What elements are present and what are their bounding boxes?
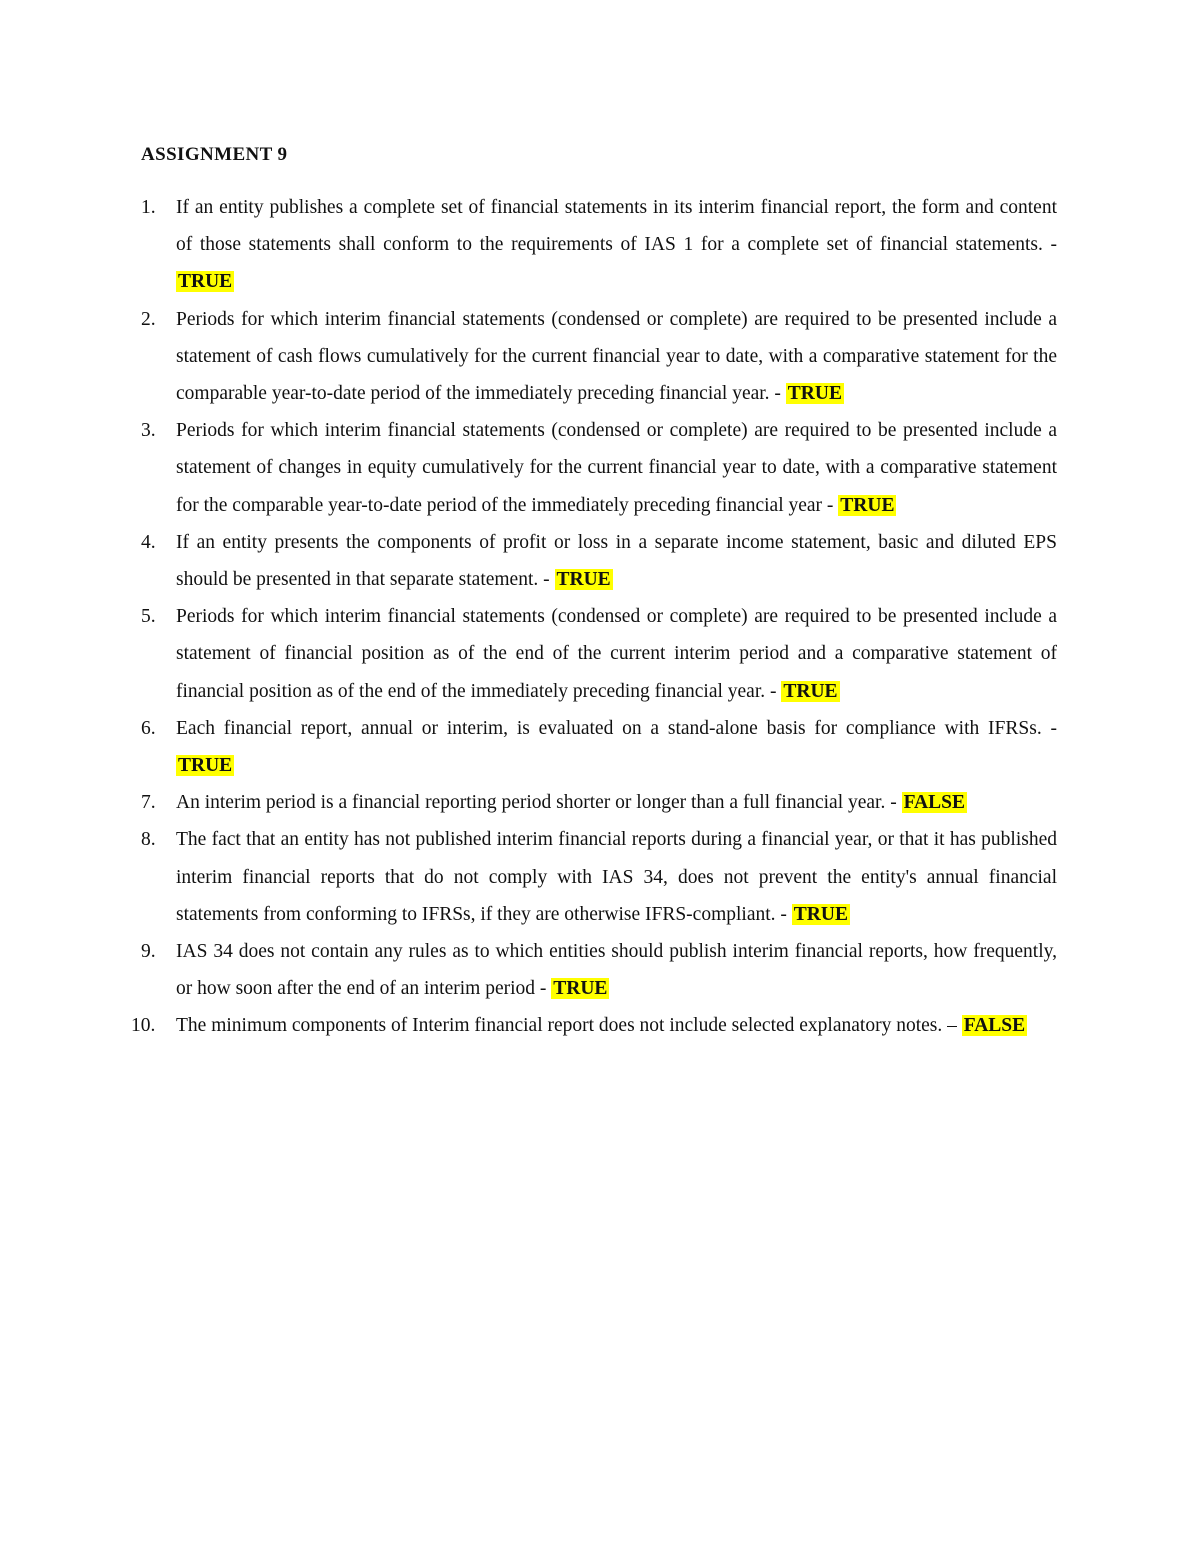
item-text: Periods for which interim financial statements (condensed or complete) are required to be presented include a statement of financial position as of the end of the current interim period and a comparative statement of financial position as of the end of the immediately preceding financial year. -	[176, 606, 1057, 702]
item-number: 2.	[141, 308, 156, 330]
list-item	[131, 412, 1057, 524]
item-number: 10.	[131, 1015, 156, 1037]
list-item	[131, 933, 1057, 1007]
answer-highlight: FALSE	[903, 792, 965, 814]
list-item	[131, 1007, 1057, 1044]
item-text: Periods for which interim financial statements (condensed or complete) are required to be presented include a statement of cash flows cumulatively for the current financial year to date, with a comparative statement for the comparable year-to-date period of the immediately preceding financial year. -	[176, 308, 1057, 405]
question-list	[131, 189, 1057, 1045]
answer-highlight: TRUE	[553, 978, 608, 1000]
list-item	[131, 784, 1057, 821]
answer-highlight: TRUE	[178, 755, 233, 777]
answer-highlight: FALSE	[963, 1015, 1026, 1037]
answer-highlight: TRUE	[178, 271, 233, 293]
item-text: If an entity publishes a complete set of financial statements in its interim financial report, the form and content of those statements shall conform to the requirements of IAS 1 for a complete set of financial statements. -	[176, 197, 1057, 256]
item-number: 7.	[141, 792, 156, 814]
answer-highlight: TRUE	[840, 494, 895, 516]
answer-highlight: TRUE	[787, 383, 842, 405]
item-text: The fact that an entity has not published interim financial reports during a financial year, or that it has published interim financial reports that do not comply with IAS 34, does not prevent the entity's annual financial statements from conforming to IFRSs, if they are otherwise IFRS-compliant. -	[176, 829, 1057, 925]
item-text: The minimum components of Interim financial report does not include selected explanatory notes. –	[176, 1015, 962, 1037]
document-title: ASSIGNMENT 9	[141, 144, 288, 165]
item-number: 4.	[141, 531, 156, 553]
item-text: An interim period is a financial reporting period shorter or longer than a full financial year. -	[176, 792, 902, 814]
list-item	[131, 524, 1057, 598]
item-number: 6.	[141, 717, 156, 739]
answer-highlight: TRUE	[783, 680, 838, 702]
list-item	[131, 189, 1057, 301]
item-number: 5.	[141, 606, 156, 628]
list-item	[131, 821, 1057, 933]
item-number: 8.	[141, 829, 156, 851]
item-text: Periods for which interim financial statements (condensed or complete) are required to be presented include a statement of changes in equity cumulatively for the current financial year to date, with a comparative statement for the comparable year-to-date period of the immediately preceding financial year -	[176, 420, 1057, 516]
item-number: 1.	[141, 197, 156, 218]
item-number: 3.	[141, 420, 156, 442]
list-item	[131, 710, 1057, 784]
item-text: If an entity presents the components of profit or loss in a separate income statement, basic and diluted EPS should be presented in that separate statement. -	[176, 531, 1057, 591]
item-number: 9.	[141, 941, 156, 963]
answer-highlight: TRUE	[556, 569, 611, 591]
item-text: Each financial report, annual or interim, is evaluated on a stand-alone basis for compliance with IFRSs. -	[176, 717, 1057, 739]
item-text: IAS 34 does not contain any rules as to which entities should publish interim financial reports, how frequently, or how soon after the end of an interim period -	[176, 941, 1057, 1000]
list-item	[131, 598, 1057, 710]
answer-highlight: TRUE	[793, 903, 848, 925]
list-item	[131, 301, 1057, 413]
